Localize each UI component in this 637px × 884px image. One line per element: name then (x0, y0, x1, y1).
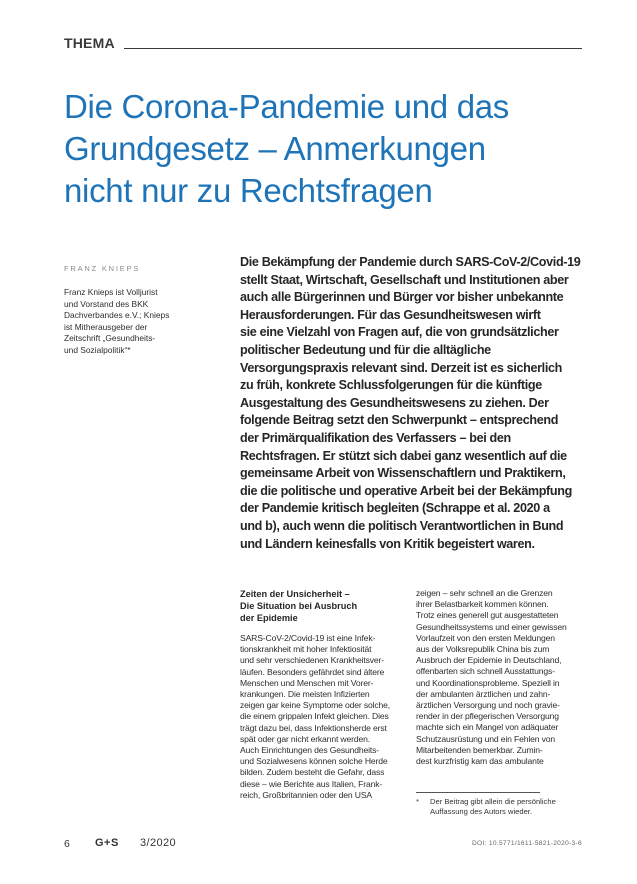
article-title (64, 86, 584, 212)
author-bio-line: Zeitschrift „Gesundheits- (64, 333, 156, 344)
body-line: zeigen gar keine Symptome oder solche, (240, 700, 391, 711)
abstract-line: politischer Bedeutung und für die alltägliche (240, 342, 491, 357)
abstract-line: Versorgungspraxis relevant sind. Derzeit ist es sicherlich (240, 360, 562, 375)
title-line: nicht nur zu Rechtsfragen (64, 172, 433, 209)
author-bio (64, 287, 184, 357)
footnote-rule (416, 792, 540, 793)
body-line: Mitarbeitenden bemerkbar. Zumin- (416, 744, 543, 755)
section-subheading (240, 588, 410, 625)
footnote-line: Der Beitrag gibt allein die persönliche (430, 797, 556, 806)
body-line: dest kurzfristig kam das ambulante (416, 756, 544, 767)
author-bio-line: Franz Knieps ist Volljurist (64, 287, 158, 297)
body-line: SARS-CoV-2/Covid-19 ist eine Infek- (240, 633, 376, 643)
abstract-line: Herausforderungen. Für das Gesundheitswesen wirft (240, 307, 541, 322)
body-line: zeigen – sehr schnell an die Grenzen (416, 588, 553, 598)
abstract-line: stellt Staat, Wirtschaft, Gesellschaft und Institutionen aber (240, 272, 569, 287)
body-line: spät oder gar nicht erkannt werden. (240, 733, 370, 744)
body-line: krankungen. Die meisten Infizierten (240, 689, 370, 700)
author-name: FRANZ KNIEPS (64, 264, 141, 273)
body-column-right (416, 588, 586, 767)
abstract-line: sie eine Vielzahl von Fragen auf, die von grundsätzlicher (240, 325, 559, 340)
body-line: bilden. Zudem besteht die Gefahr, dass (240, 767, 385, 778)
author-bio-line: und Vorstand des BKK (64, 298, 149, 309)
page-number: 6 (64, 838, 70, 850)
body-line: Schutzausrüstung und ein Fehlen von (416, 733, 556, 744)
body-line: läufen. Besonders gefährdet sind ältere (240, 666, 385, 677)
footnote-text (430, 797, 556, 817)
body-line: Vorlaufzeit von den ersten Meldungen (416, 632, 555, 643)
abstract-line: auch alle Bürgerinnen und Bürger vor bisher unbekannte (240, 290, 564, 305)
subheading-line: Die Situation bei Ausbruch (240, 601, 358, 612)
body-line: die einem grippalen Infekt gleichen. Dies (240, 711, 389, 722)
abstract-line: gemeinsame Arbeit von Wissenschaftlern und Praktikern, (240, 466, 566, 481)
body-line: aus der Volksrepublik China bis zum (416, 644, 550, 655)
body-line: render in der pflegerischen Versorgung (416, 711, 559, 722)
body-line: ärztlichen Versorgung und noch gravie- (416, 700, 560, 711)
body-column-left (240, 633, 410, 801)
author-bio-line: Dachverbandes e.V.; Knieps (64, 310, 170, 321)
body-line: tionskrankheit mit hoher Infektiosität (240, 644, 372, 655)
abstract-line: und b), auch wenn die politisch Verantwortlichen in Bund (240, 518, 564, 533)
abstract-line: Ausgestaltung des Gesundheitswesens zu ziehen. Der (240, 395, 549, 410)
body-line: Gesundheitssystems und einer gewissen (416, 621, 567, 632)
abstract-line: folgende Beitrag setzt den Schwerpunkt – entsprechend (240, 413, 559, 428)
abstract-line: der Pandemie kritisch begleiten (Schrappe et al. 2020 a (240, 501, 550, 516)
title-line: Grundgesetz – Anmerkungen (64, 130, 486, 167)
abstract-line: der Primärqualifikation des Verfassers – bei den (240, 430, 511, 445)
body-line: trägt dazu bei, dass Infektionsherde erst (240, 722, 387, 733)
section-rule (124, 48, 582, 49)
body-line: machte sich ein Mangel von adäquater (416, 722, 559, 733)
body-line: offenbarten sich schnell Ausstattungs- (416, 666, 555, 677)
author-bio-line: ist Mitherausgeber der (64, 321, 148, 332)
body-line: reich, Großbritannien oder den USA (240, 789, 372, 800)
doi: DOI: 10.5771/1611-5821-2020-3-6 (472, 840, 582, 847)
abstract-line: die die politische und operative Arbeit bei der Bekämpfung (240, 483, 572, 498)
author-bio-line: und Sozialpolitik“* (64, 344, 131, 355)
section-label: THEMA (64, 35, 115, 51)
body-line: Trotz eines generell gut ausgestatteten (416, 610, 559, 621)
abstract-line: zu früh, konkrete Schlussfolgerungen für die künftige (240, 378, 542, 393)
body-line: und sehr verschiedenen Krankheitsver- (240, 655, 384, 666)
body-line: Menschen und Menschen mit Vorer- (240, 677, 374, 688)
footnote-line: Auffassung des Autors wieder. (430, 807, 533, 816)
abstract-line: und Ländern keinesfalls von Kritik begeistert waren. (240, 536, 535, 551)
body-line: Auch Einrichtungen des Gesundheits- (240, 745, 380, 756)
subheading-line: Zeiten der Unsicherheit – (240, 589, 350, 599)
abstract-line: Rechtsfragen. Er stützt sich dabei ganz wesentlich auf die (240, 448, 567, 463)
journal-name: G+S (95, 837, 119, 849)
subheading-line: der Epidemie (240, 613, 298, 624)
footnote-marker: * (416, 797, 419, 806)
abstract-line: Die Bekämpfung der Pandemie durch SARS-CoV-2/Covid-19 (240, 255, 581, 269)
title-line: Die Corona-Pandemie und das (64, 88, 510, 125)
body-line: diese – wie Berichte aus Italien, Frank- (240, 778, 383, 789)
body-line: und Koordinationsprobleme. Speziell in (416, 677, 560, 688)
abstract (240, 254, 586, 553)
body-line: Ausbruch der Epidemie in Deutschland, (416, 655, 562, 666)
body-line: ihrer Belastbarkeit kommen können. (416, 599, 549, 610)
body-line: der ambulanten ärztlichen und zahn- (416, 688, 551, 699)
issue-number: 3/2020 (140, 837, 177, 849)
body-line: und Sozialwesens können solche Herde (240, 756, 388, 767)
